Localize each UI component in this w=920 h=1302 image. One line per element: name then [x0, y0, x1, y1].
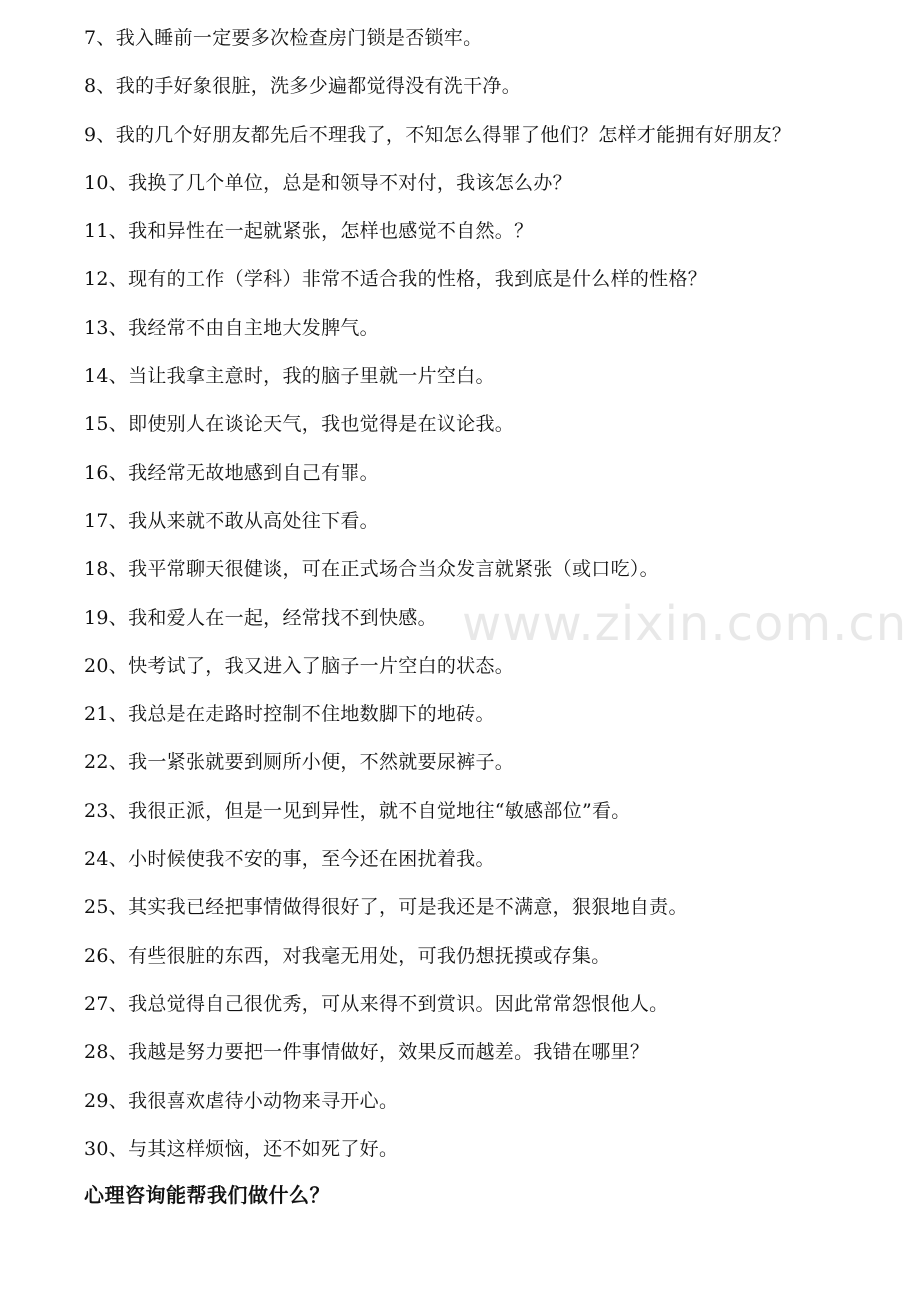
item-number: 10、 [84, 171, 129, 194]
item-text: 我总觉得自己很优秀，可从来得不到赏识。因此常常怨恨他人。 [128, 992, 669, 1015]
list-item [84, 746, 884, 794]
item-text: 我总是在走路时控制不住地数脚下的地砖。 [128, 703, 495, 726]
list-item [84, 795, 884, 843]
item-number: 23、 [84, 799, 129, 822]
item-text: 有些很脏的东西，对我毫无用处，可我仍想抚摸或存集。 [128, 944, 611, 967]
list-item [84, 1036, 884, 1084]
watermark: www.zixin.com.cn [462, 596, 908, 652]
item-text: 小时候使我不安的事，至今还在困扰着我。 [128, 848, 495, 871]
item-text: 我入睡前一定要多次检查房门锁是否锁牢。 [115, 27, 483, 49]
list-item [84, 215, 884, 263]
item-text: 我的几个好朋友都先后不理我了，不知怎么得罪了他们？怎样才能拥有好朋友？ [115, 123, 792, 146]
list-item [84, 70, 884, 118]
item-number: 19、 [84, 606, 129, 629]
item-text: 我从来就不敢从高处往下看。 [128, 509, 379, 532]
item-number: 8、 [84, 75, 116, 98]
item-number: 20、 [84, 654, 129, 677]
item-text: 我和异性在一起就紧张，怎样也感觉不自然。？ [128, 220, 534, 243]
list-item [84, 457, 884, 505]
item-text: 其实我已经把事情做得很好了，可是我还是不满意，狠狠地自责。 [128, 896, 688, 919]
list-item [84, 1133, 884, 1181]
item-text: 我很喜欢虐待小动物来寻开心。 [128, 1089, 399, 1112]
item-text: 现有的工作（学科）非常不适合我的性格，我到底是什么样的性格？ [128, 268, 708, 291]
list-item [84, 698, 884, 746]
item-number: 12、 [84, 268, 129, 291]
item-text: 快考试了，我又进入了脑子一片空白的状态。 [128, 654, 515, 677]
item-number: 13、 [84, 316, 129, 339]
item-text: 我很正派，但是一见到异性，就不自觉地往“敏感部位”看。 [128, 799, 631, 822]
item-text: 我经常不由自主地大发脾气。 [128, 316, 379, 339]
item-number: 27、 [84, 992, 129, 1015]
question-list [84, 22, 884, 1181]
item-text: 我平常聊天很健谈，可在正式场合当众发言就紧张（或口吃）。 [128, 558, 659, 581]
item-text: 我越是努力要把一件事情做好，效果反而越差。我错在哪里？ [128, 1041, 650, 1064]
item-text: 即使别人在谈论天气，我也觉得是在议论我。 [128, 413, 515, 436]
item-text: 我一紧张就要到厕所小便，不然就要尿裤子。 [128, 751, 515, 774]
item-number: 25、 [84, 896, 129, 919]
list-item [84, 167, 884, 215]
list-item [84, 1085, 884, 1133]
list-item [84, 312, 884, 360]
item-number: 15、 [84, 413, 129, 436]
item-number: 11、 [84, 220, 129, 243]
item-number: 7、 [84, 27, 116, 49]
item-text: 我的手好象很脏，洗多少遍都觉得没有洗干净。 [115, 75, 522, 98]
item-number: 29、 [84, 1089, 129, 1112]
list-item [84, 505, 884, 553]
item-number: 16、 [84, 461, 129, 484]
item-number: 22、 [84, 751, 129, 774]
item-number: 9、 [84, 123, 116, 146]
item-text: 当让我拿主意时，我的脑子里就一片空白。 [128, 365, 495, 388]
item-number: 21、 [84, 703, 129, 726]
list-item [84, 263, 884, 311]
list-item [84, 988, 884, 1036]
item-number: 26、 [84, 944, 129, 967]
list-item [84, 408, 884, 456]
section-heading: 心理咨询能帮我们做什么？ [84, 1183, 330, 1207]
list-item [84, 602, 884, 650]
list-item [84, 119, 884, 167]
item-text: 我和爱人在一起，经常找不到快感。 [128, 606, 437, 629]
list-item [84, 843, 884, 891]
list-item [84, 553, 884, 601]
list-item [84, 22, 884, 70]
item-text: 我换了几个单位，总是和领导不对付，我该怎么办？ [128, 171, 572, 194]
item-number: 17、 [84, 509, 129, 532]
item-text: 我经常无故地感到自己有罪。 [128, 461, 379, 484]
item-number: 30、 [84, 1137, 129, 1160]
list-item [84, 360, 884, 408]
item-number: 18、 [84, 558, 129, 581]
list-item [84, 940, 884, 988]
item-number: 14、 [84, 365, 129, 388]
item-number: 28、 [84, 1041, 129, 1064]
list-item [84, 650, 884, 698]
list-item [84, 891, 884, 939]
item-text: 与其这样烦恼，还不如死了好。 [128, 1137, 399, 1160]
item-number: 24、 [84, 848, 129, 871]
